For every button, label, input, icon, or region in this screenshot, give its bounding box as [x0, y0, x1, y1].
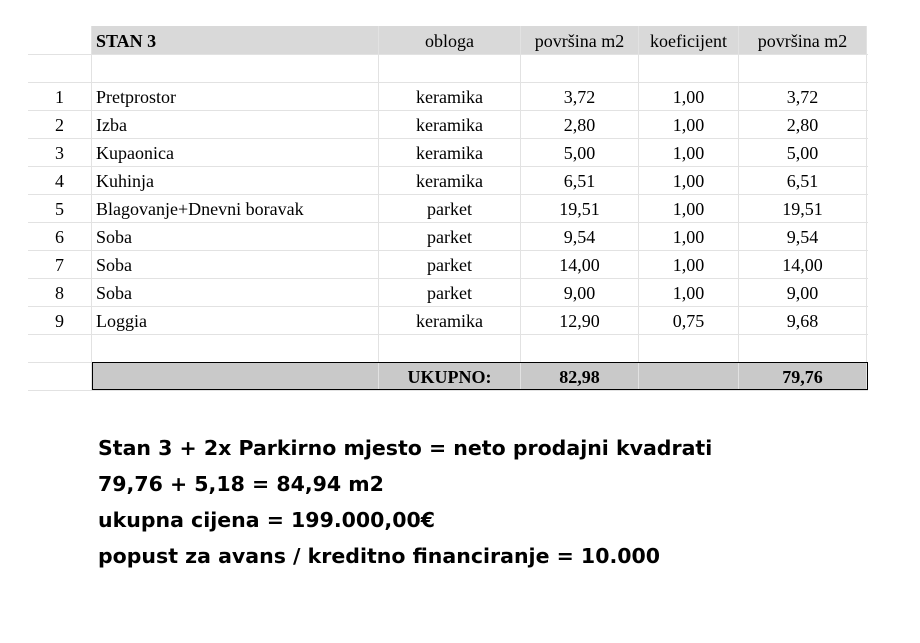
room-net-area: 5,00	[739, 138, 867, 166]
room-net-area: 9,54	[739, 222, 867, 250]
room-coefficient: 1,00	[639, 166, 739, 194]
blank-cell	[92, 54, 379, 82]
row-index: 4	[28, 166, 92, 194]
room-covering: keramika	[379, 138, 521, 166]
room-coefficient: 1,00	[639, 194, 739, 222]
room-area: 9,54	[521, 222, 639, 250]
blank-cell	[521, 334, 639, 362]
blank-cell	[639, 54, 739, 82]
room-area: 14,00	[521, 250, 639, 278]
blank-cell	[521, 54, 639, 82]
table-row	[28, 82, 868, 111]
blank-cell	[92, 362, 379, 390]
room-coefficient: 1,00	[639, 250, 739, 278]
blank-cell	[28, 334, 92, 362]
room-area: 2,80	[521, 110, 639, 138]
room-coefficient: 1,00	[639, 110, 739, 138]
area-table	[28, 26, 872, 394]
row-index: 7	[28, 250, 92, 278]
room-name: Soba	[92, 222, 379, 250]
room-covering: parket	[379, 278, 521, 306]
table-row	[28, 222, 868, 251]
room-covering: keramika	[379, 82, 521, 110]
header-apartment: STAN 3	[92, 26, 379, 54]
table-row	[28, 278, 868, 307]
header-covering: obloga	[379, 26, 521, 54]
room-name: Blagovanje+Dnevni boravak	[92, 194, 379, 222]
room-area: 12,90	[521, 306, 639, 334]
row-index: 8	[28, 278, 92, 306]
room-covering: parket	[379, 222, 521, 250]
room-name: Kuhinja	[92, 166, 379, 194]
header-coefficient: koeficijent	[639, 26, 739, 54]
room-covering: keramika	[379, 110, 521, 138]
table-header-row	[28, 26, 868, 55]
row-index: 3	[28, 138, 92, 166]
blank-row	[28, 334, 868, 363]
table-row	[28, 166, 868, 195]
row-index: 1	[28, 82, 92, 110]
table-row	[28, 250, 868, 279]
room-net-area: 3,72	[739, 82, 867, 110]
sales-notes	[98, 430, 712, 574]
room-net-area: 9,68	[739, 306, 867, 334]
total-label: UKUPNO:	[379, 362, 521, 390]
row-index: 9	[28, 306, 92, 334]
header-net-area: površina m2	[739, 26, 867, 54]
blank-cell	[639, 334, 739, 362]
room-coefficient: 1,00	[639, 222, 739, 250]
room-covering: parket	[379, 194, 521, 222]
table-row	[28, 110, 868, 139]
row-index: 2	[28, 110, 92, 138]
blank-cell	[739, 54, 867, 82]
blank-row	[28, 54, 868, 83]
room-area: 9,00	[521, 278, 639, 306]
room-area: 3,72	[521, 82, 639, 110]
note-net-area-label: Stan 3 + 2x Parkirno mjesto = neto prodajni kvadrati	[98, 436, 713, 460]
total-area: 82,98	[521, 362, 639, 390]
blank-cell	[379, 54, 521, 82]
row-index: 5	[28, 194, 92, 222]
room-name: Pretprostor	[92, 82, 379, 110]
note-discount: popust za avans / kreditno financiranje = 10.000	[98, 544, 661, 568]
room-name: Kupaonica	[92, 138, 379, 166]
note-net-area-calc: 79,76 + 5,18 = 84,94 m2	[98, 472, 384, 496]
blank-cell	[28, 362, 92, 390]
room-covering: parket	[379, 250, 521, 278]
room-net-area: 6,51	[739, 166, 867, 194]
room-covering: keramika	[379, 166, 521, 194]
blank-cell	[379, 334, 521, 362]
room-area: 6,51	[521, 166, 639, 194]
room-net-area: 9,00	[739, 278, 867, 306]
room-coefficient: 0,75	[639, 306, 739, 334]
blank-cell	[639, 362, 739, 390]
room-area: 19,51	[521, 194, 639, 222]
total-row	[28, 362, 868, 391]
blank-cell	[739, 334, 867, 362]
room-name: Loggia	[92, 306, 379, 334]
room-net-area: 19,51	[739, 194, 867, 222]
table-row	[28, 306, 868, 335]
room-coefficient: 1,00	[639, 82, 739, 110]
room-coefficient: 1,00	[639, 138, 739, 166]
note-total-price: ukupna cijena = 199.000,00€	[98, 508, 435, 532]
room-net-area: 14,00	[739, 250, 867, 278]
room-name: Izba	[92, 110, 379, 138]
room-net-area: 2,80	[739, 110, 867, 138]
table-row	[28, 138, 868, 167]
blank-cell	[28, 54, 92, 82]
header-area: površina m2	[521, 26, 639, 54]
room-covering: keramika	[379, 306, 521, 334]
row-index: 6	[28, 222, 92, 250]
room-name: Soba	[92, 278, 379, 306]
room-area: 5,00	[521, 138, 639, 166]
blank-cell	[92, 334, 379, 362]
room-coefficient: 1,00	[639, 278, 739, 306]
total-net-area: 79,76	[739, 362, 867, 390]
room-name: Soba	[92, 250, 379, 278]
table-row	[28, 194, 868, 223]
header-index	[28, 26, 92, 54]
